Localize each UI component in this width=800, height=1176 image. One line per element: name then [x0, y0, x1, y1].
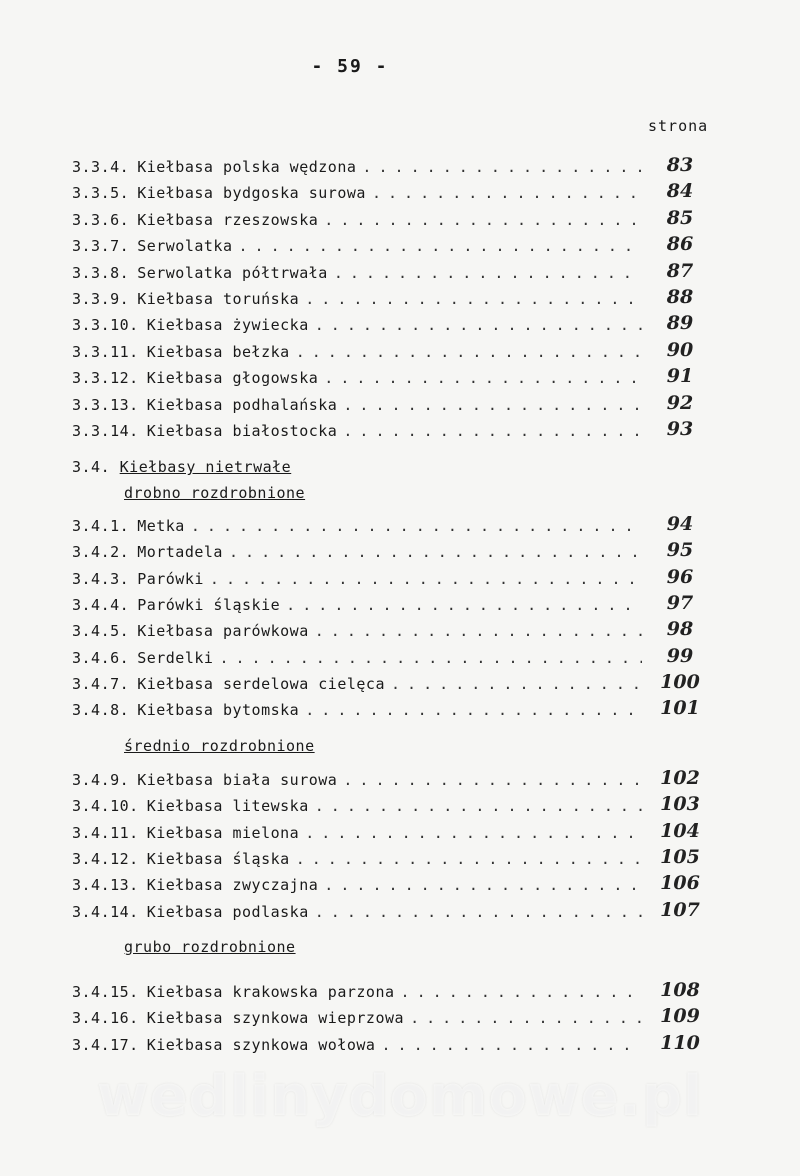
toc-entry	[72, 903, 642, 927]
toc-entry-title: Kiełbasa bydgoska surowa	[137, 184, 366, 203]
dot-leader	[324, 876, 642, 894]
toc-entry-number: 3.4.4.	[72, 595, 130, 614]
toc-entry	[72, 211, 642, 235]
dot-leader	[315, 797, 642, 815]
toc-entry	[72, 771, 642, 795]
toc-entry-number: 3.3.4.	[72, 158, 130, 176]
toc-entry-page: 97	[666, 591, 694, 614]
dot-leader	[286, 596, 642, 614]
toc-entry	[72, 396, 642, 420]
toc-entry-number: 3.3.8.	[72, 263, 130, 282]
toc-entry-title: Kiełbasa biała surowa	[137, 771, 338, 789]
subheading-grubo: grubo rozdrobnione	[124, 938, 296, 956]
toc-entry-number: 3.4.12.	[72, 849, 139, 868]
toc-entry-page: 104	[660, 819, 700, 842]
toc-entry-title: Kiełbasa bytomska	[137, 701, 300, 720]
toc-entry	[72, 316, 642, 340]
toc-entry-page: 89	[666, 312, 694, 335]
toc-entry-page: 108	[660, 979, 700, 1001]
toc-entry-number: 3.3.12.	[72, 369, 139, 388]
dot-leader	[239, 237, 643, 255]
toc-entry-page: 102	[660, 767, 700, 789]
dot-leader	[343, 396, 642, 414]
toc-entry-title: Serwolatka	[137, 237, 233, 256]
toc-entry-number: 3.4.17.	[72, 1035, 139, 1054]
toc-entry	[72, 622, 642, 646]
dot-leader	[219, 649, 642, 667]
dot-leader	[362, 158, 642, 176]
dot-leader	[210, 570, 642, 588]
dot-leader	[191, 517, 642, 535]
toc-entry-title: Kiełbasa podhalańska	[146, 395, 338, 414]
dot-leader	[229, 543, 642, 561]
toc-entry	[72, 264, 642, 288]
toc-entry-page: 103	[660, 793, 700, 816]
toc-entry-number: 3.4.6.	[72, 648, 130, 667]
toc-entry-page: 85	[666, 206, 694, 229]
toc-entry	[72, 983, 642, 1007]
toc-entry-title: Kiełbasa podlaska	[146, 902, 309, 921]
toc-entry	[72, 824, 642, 848]
dot-leader	[305, 701, 642, 719]
toc-entry-title: Kiełbasa śląska	[146, 849, 290, 868]
toc-entry-number: 3.4.1.	[72, 517, 130, 535]
toc-entry-title: Kiełbasa toruńska	[137, 290, 300, 308]
toc-entry-title: Kiełbasa mielona	[146, 823, 300, 842]
toc-entry	[72, 850, 642, 874]
dot-leader	[296, 343, 642, 361]
toc-entry-number: 3.4.9.	[72, 771, 130, 789]
toc-entry-page: 92	[666, 391, 694, 414]
toc-entry	[72, 343, 642, 367]
toc-entry-page: 87	[666, 259, 694, 282]
toc-entry-title: Kiełbasa głogowska	[146, 369, 319, 388]
toc-entry	[72, 517, 642, 541]
toc-entry-title: Kiełbasa serdelowa cielęca	[137, 674, 385, 693]
dot-leader	[343, 422, 642, 440]
dot-leader	[324, 369, 642, 387]
toc-entry-page: 93	[666, 418, 694, 440]
toc-entry-page: 84	[666, 180, 694, 203]
toc-entry-page: 107	[660, 898, 700, 921]
toc-entry	[72, 1036, 642, 1060]
dot-leader	[381, 1036, 642, 1054]
toc-entry-title: Kiełbasa rzeszowska	[137, 210, 319, 229]
dot-leader	[343, 771, 642, 789]
toc-entry-number: 3.3.11.	[72, 342, 139, 361]
toc-entry-title: Serwolatka półtrwała	[137, 263, 328, 282]
section-3-4-heading	[72, 458, 291, 476]
dot-leader	[324, 211, 642, 229]
section-number: 3.4.	[72, 458, 111, 476]
toc-entry-number: 3.4.2.	[72, 543, 130, 562]
toc-entry-page: 105	[660, 845, 700, 868]
dot-leader	[315, 903, 642, 921]
toc-entry-title: Kiełbasa parówkowa	[137, 622, 309, 641]
toc-entry-number: 3.4.16.	[72, 1009, 139, 1028]
toc-entry-number: 3.4.10.	[72, 797, 139, 816]
toc-entry-page: 109	[660, 1005, 700, 1028]
toc-entry	[72, 237, 642, 261]
toc-entry	[72, 422, 642, 446]
toc-entry-page: 91	[666, 365, 694, 388]
page-number: - 59 -	[311, 56, 389, 77]
toc-entry-number: 3.4.15.	[72, 983, 139, 1001]
toc-entry-title: Kiełbasa szynkowa wieprzowa	[146, 1009, 405, 1028]
toc-entry-title: Kiełbasa bełzka	[146, 342, 290, 361]
toc-entry	[72, 797, 642, 821]
toc-entry-number: 3.3.6.	[72, 210, 130, 229]
toc-entry	[72, 158, 642, 182]
toc-entry	[72, 876, 642, 900]
toc-entry-number: 3.4.5.	[72, 622, 130, 641]
section-title: Kiełbasy nietrwałe	[119, 458, 292, 476]
dot-leader	[315, 316, 642, 334]
toc-entry-title: Metka	[137, 517, 185, 535]
toc-entry-page: 95	[666, 539, 694, 562]
toc-entry-page: 96	[666, 565, 694, 588]
toc-entry	[72, 649, 642, 673]
dot-leader	[410, 1009, 642, 1027]
toc-entry-number: 3.3.13.	[72, 395, 139, 414]
toc-entry-page: 106	[660, 872, 700, 895]
toc-entry	[72, 701, 642, 725]
toc-entry-number: 3.4.7.	[72, 674, 130, 693]
toc-entry-number: 3.3.5.	[72, 184, 130, 203]
toc-entry-title: Kiełbasa krakowska parzona	[146, 983, 395, 1001]
toc-entry-number: 3.3.9.	[72, 290, 130, 308]
toc-entry-number: 3.3.7.	[72, 237, 130, 256]
toc-entry-title: Mortadela	[137, 543, 223, 562]
toc-entry	[72, 184, 642, 208]
subheading-drobno: drobno rozdrobnione	[124, 484, 306, 502]
toc-entry	[72, 543, 642, 567]
toc-entry-page: 98	[666, 618, 694, 641]
toc-entry-number: 3.4.11.	[72, 823, 139, 842]
toc-entry-title: Kiełbasa polska wędzona	[137, 158, 357, 176]
dot-leader	[334, 264, 642, 282]
toc-entry-number: 3.4.8.	[72, 701, 130, 720]
toc-entry-page: 86	[666, 233, 694, 256]
toc-entry-page: 90	[666, 338, 694, 361]
toc-entry	[72, 290, 642, 314]
toc-entry-number: 3.3.10.	[72, 316, 139, 335]
toc-entry-page: 88	[666, 286, 694, 308]
dot-leader	[401, 983, 642, 1001]
dot-leader	[372, 184, 642, 202]
toc-entry-title: Parówki	[137, 569, 204, 588]
toc-entry	[72, 675, 642, 699]
toc-entry-title: Kiełbasa zwyczajna	[146, 876, 319, 895]
toc-entry-page: 110	[660, 1031, 700, 1054]
dot-leader	[305, 824, 642, 842]
toc-entry-title: Kiełbasa litewska	[146, 797, 309, 816]
toc-entry-page: 99	[666, 644, 694, 667]
watermark: wedlinydomowe.pl	[96, 1064, 704, 1129]
toc-entry	[72, 369, 642, 393]
toc-entry-number: 3.4.14.	[72, 902, 139, 921]
toc-entry	[72, 1009, 642, 1033]
toc-entry-title: Parówki śląskie	[137, 595, 281, 614]
toc-entry	[72, 570, 642, 594]
toc-entry-page: 101	[660, 697, 700, 720]
toc-entry-title: Kiełbasa białostocka	[146, 422, 338, 440]
toc-entry-title: Serdelki	[137, 648, 214, 667]
toc-entry-page: 94	[666, 513, 694, 535]
page-column-label: strona	[648, 117, 709, 135]
dot-leader	[391, 675, 642, 693]
toc-entry-page: 83	[666, 154, 694, 176]
dot-leader	[305, 290, 642, 308]
subheading-srednio: średnio rozdrobnione	[124, 737, 315, 755]
toc-entry-title: Kiełbasa szynkowa wołowa	[146, 1035, 376, 1054]
toc-entry-number: 3.4.13.	[72, 876, 139, 895]
toc-entry-number: 3.4.3.	[72, 569, 130, 588]
toc-entry-page: 100	[660, 670, 700, 693]
toc-entry	[72, 596, 642, 620]
dot-leader	[296, 850, 642, 868]
toc-entry-title: Kiełbasa żywiecka	[146, 316, 309, 335]
toc-entry-number: 3.3.14.	[72, 422, 139, 440]
dot-leader	[315, 622, 642, 640]
